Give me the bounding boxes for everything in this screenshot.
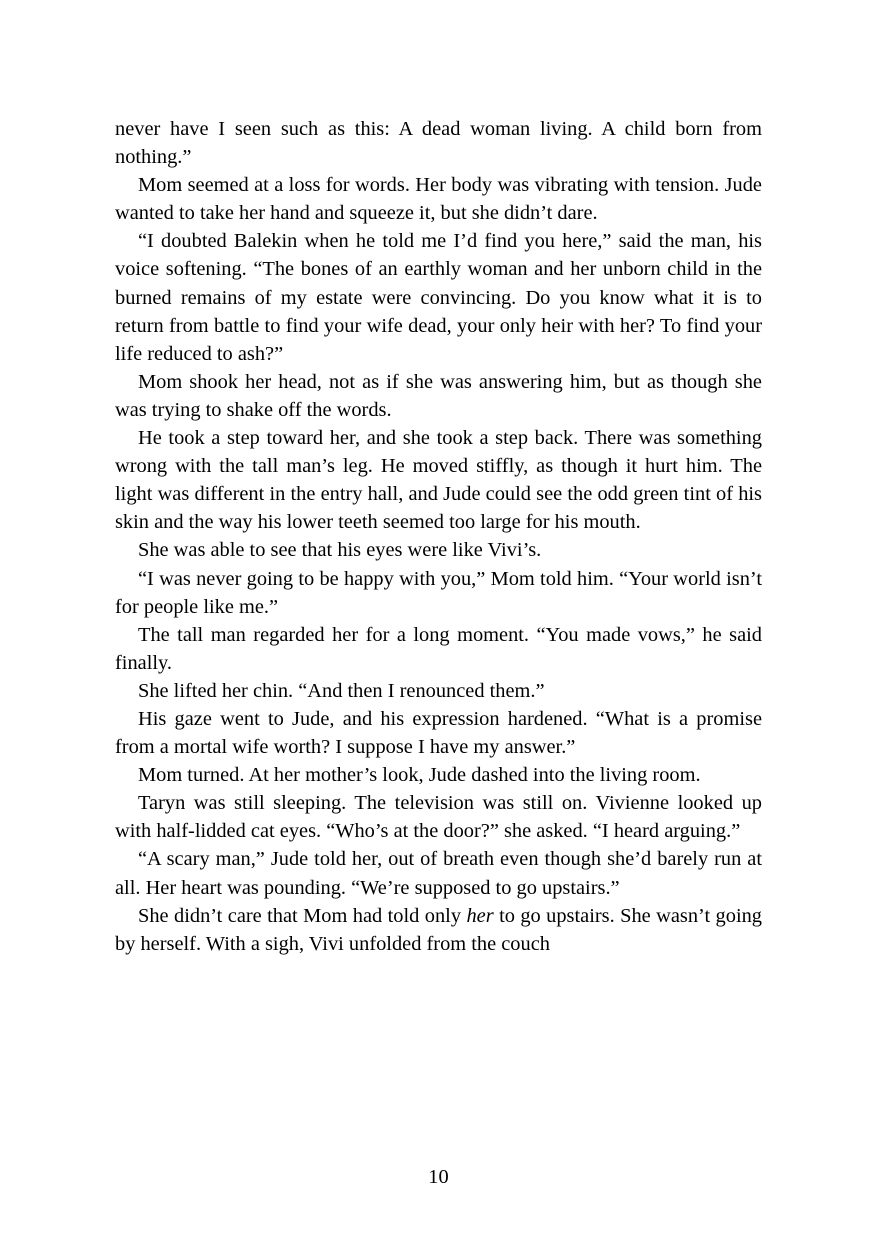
paragraph: [115, 902, 762, 958]
paragraph: Mom turned. At her mother’s look, Jude dashed into the living room.: [138, 764, 701, 787]
page-number: 10: [428, 1166, 449, 1188]
paragraph: “I was never going to be happy with you,” Mom told him. “Your world isn’t for people like me.”: [115, 567, 762, 618]
emphasized-word: her: [466, 904, 494, 927]
paragraph: She was able to see that his eyes were like Vivi’s.: [138, 539, 542, 562]
paragraph: Taryn was still sleeping. The television was still on. Vivienne looked up with half-lidded cat eyes. “Who’s at the door?” she asked. “I heard arguing.”: [115, 792, 762, 843]
paragraph: never have I seen such as this: A dead woman living. A child born from nothing.”: [115, 118, 762, 169]
paragraph: Mom shook her head, not as if she was answering him, but as though she was trying to shake off the words.: [115, 370, 762, 421]
paragraph: Mom seemed at a loss for words. Her body was vibrating with tension. Jude wanted to take her hand and squeeze it, but she didn’t dare.: [115, 174, 762, 225]
paragraph: She lifted her chin. “And then I renounced them.”: [138, 679, 545, 702]
paragraph: The tall man regarded her for a long moment. “You made vows,” he said finally.: [115, 623, 762, 674]
body-text: [115, 115, 762, 958]
paragraph: “I doubted Balekin when he told me I’d find you here,” said the man, his voice softening. “The bones of an earthly woman and her unborn child in the burned remains of my estate were convincing. Do you know what it is to return from battle to find your wife dead, your only heir with her? To find your life reduced to ash?”: [115, 230, 762, 365]
paragraph: His gaze went to Jude, and his expression hardened. “What is a promise from a mortal wife worth? I suppose I have my answer.”: [115, 707, 762, 759]
paragraph: He took a step toward her, and she took a step back. There was something wrong with the tall man’s leg. He moved stiffly, as though it hurt him. The light was different in the entry hall, and Jude could see the odd green tint of his skin and the way his lower teeth seemed too large for his mouth.: [115, 427, 762, 534]
paragraph-text: She didn’t care that Mom had told only: [138, 904, 467, 927]
paragraph-text: to go upstairs. She wasn’t going by herself. With a sigh, Vivi unfolded from the couch: [115, 904, 762, 955]
paragraph: “A scary man,” Jude told her, out of breath even though she’d barely run at all. Her heart was pounding. “We’re supposed to go upstairs.”: [115, 848, 762, 899]
